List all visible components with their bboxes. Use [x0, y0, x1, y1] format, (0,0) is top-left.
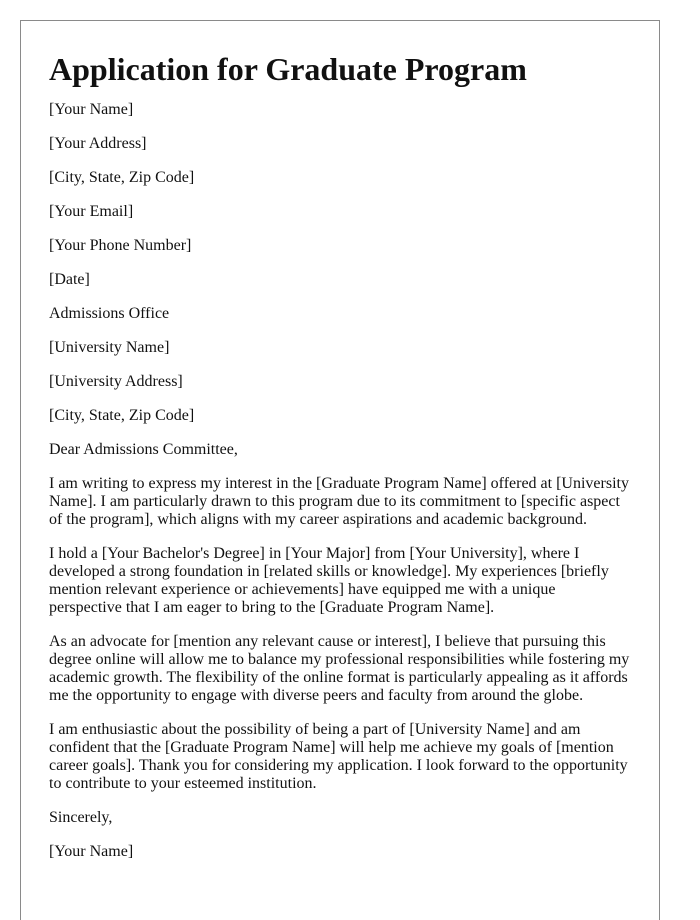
sender-address: [Your Address] [49, 135, 147, 152]
letter-page [20, 20, 660, 920]
salutation: Dear Admissions Committee, [49, 441, 238, 458]
recipient-address: [University Address] [49, 373, 183, 390]
sender-phone: [Your Phone Number] [49, 237, 192, 254]
sender-email: [Your Email] [49, 203, 134, 220]
closing: Sincerely, [49, 809, 113, 826]
signature: [Your Name] [49, 843, 134, 860]
sender-city-state-zip: [City, State, Zip Code] [49, 169, 195, 186]
sender-name: [Your Name] [49, 101, 134, 118]
body-paragraph: I hold a [Your Bachelor's Degree] in [Your Major] from [Your University], where I developed a strong foundation in [related skills or knowledge]. My experiences [briefly mention relevant experience or achievements] have equipped me with a unique perspective that I am eager to bring to the [Graduate Program Name]. [49, 545, 609, 616]
recipient-city-state-zip: [City, State, Zip Code] [49, 407, 195, 424]
letter-title: Application for Graduate Program [49, 51, 527, 87]
body-paragraph: I am enthusiastic about the possibility of being a part of [University Name] and am confident that the [Graduate Program Name] will help me achieve my goals of [mention career goals]. Thank you for considering my application. I look forward to the opportunity to contribute to your esteemed institution. [49, 721, 628, 792]
recipient-office: Admissions Office [49, 305, 170, 322]
recipient-university: [University Name] [49, 339, 170, 356]
letter-date: [Date] [49, 271, 90, 288]
body-paragraph: I am writing to express my interest in the [Graduate Program Name] offered at [University Name]. I am particularly drawn to this program due to its commitment to [specific aspect of the program], which aligns with my career aspirations and academic background. [49, 475, 629, 528]
body-paragraph: As an advocate for [mention any relevant cause or interest], I believe that pursuing this degree online will allow me to balance my professional responsibilities while fostering my academic growth. The flexibility of the online format is particularly appealing as it affords me the opportunity to engage with diverse peers and faculty from around the globe. [49, 633, 630, 704]
